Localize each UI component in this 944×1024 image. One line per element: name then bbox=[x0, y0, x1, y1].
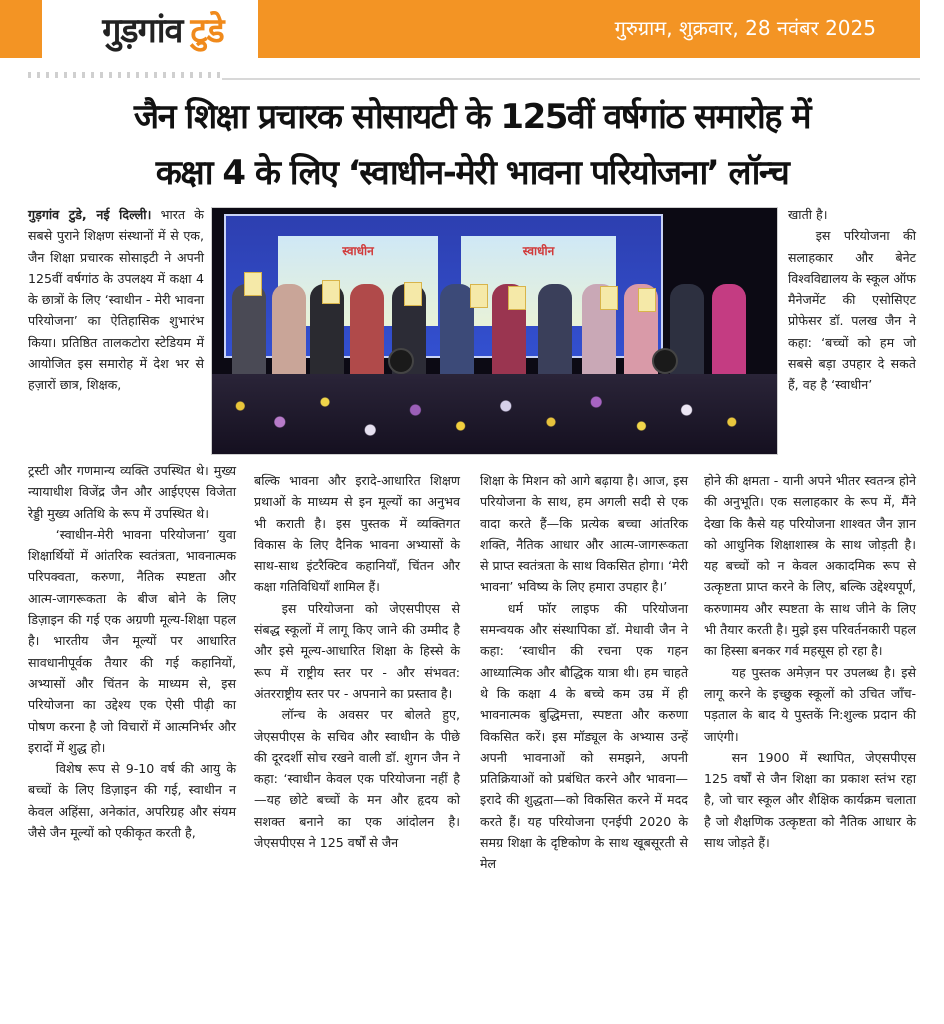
stage-light bbox=[388, 348, 414, 374]
book bbox=[322, 280, 340, 304]
col1-para-1: भारत के सबसे पुराने शिक्षण संस्थानों में से एक, जैन शिक्षा प्रचारक सोसाइटी ने अपनी 125वीं वर्षगांठ के उपलक्ष्य में कक्षा 4 के छात्रों के लिए ‘स्वाधीन - मेरी भावना परियोजना’ का ऐतिहासिक शुभारंभ किया। प्रतिष्ठित तालकटोरा स्टेडियम में आयोजित इस समारोह में देश भर से हज़ारों छात्र, शिक्षक, bbox=[28, 207, 204, 393]
col4-para-1-cont: होने की क्षमता - यानी अपने भीतर स्वतन्त्र होने की अनुभूति। एक सलाहकार के रूप में, मैंने देखा कि कैसे यह परियोजना शाश्वत जैन ज्ञान को आधुनिक शिक्षाशास्त्र के साथ जोड़ती है। यह बच्चों को न केवल अकादमिक रूप से उत्कृष्टता प्राप्त करने के लिए, बल्कि उद्देश्यपूर्ण, करुणामय और स्पष्टता के साथ जीने के लिए भी तैयार करती है। मुझे इस परिवर्तनकारी पहल का हिस्सा बनकर गर्व महसूस हो रहा है। bbox=[704, 473, 916, 659]
book bbox=[638, 288, 656, 312]
column-4-top bbox=[788, 204, 916, 396]
column-1-top bbox=[28, 204, 204, 396]
masthead-left-bar bbox=[0, 0, 42, 58]
col3-para-1: शिक्षा के मिशन को आगे बढ़ाया है। आज, इस परियोजना के साथ, हम अगली सदी से एक वादा करते हैं—कि प्रत्येक बच्चा आंतरिक शक्ति, नैतिक आधार और आत्म-जागरूकता से प्राप्त स्वतंत्रता के साथ विकसित होगा। ‘मेरी भावना’ भविष्य के लिए हमारा उपहार है।’ bbox=[480, 473, 688, 595]
col1-para-3: विशेष रूप से 9-10 वर्ष की आयु के बच्चों के लिए डिज़ाइन की गई, स्वाधीन न केवल अहिंसा, अनेकांत, अपरिग्रह और संयम जैसे जैन मूल्यों को एकीकृत करती है, bbox=[28, 761, 236, 841]
book bbox=[508, 286, 526, 310]
panel-title-left: स्वाधीन bbox=[342, 244, 374, 258]
headline-line-2: कक्षा 4 के लिए ‘स्वाधीन-मेरी भावना परियोजना’ लॉन्च bbox=[155, 153, 789, 193]
column-1-bottom bbox=[28, 460, 236, 843]
book bbox=[600, 286, 618, 310]
masthead bbox=[0, 0, 944, 58]
issue-dateline: गुरुग्राम, शुक्रवार, 28 नवंबर 2025 bbox=[614, 16, 876, 40]
book bbox=[470, 284, 488, 308]
col4-para-3: सन 1900 में स्थापित, जेएसपीएस 125 वर्षों से जैन शिक्षा का प्रकाश स्तंभ रहा है, जो चार स्कूल और शैक्षिक कार्यक्रम चलाता है जो शैक्षणिक उत्कृष्टता को नैतिक आधार के साथ जोड़ते हैं। bbox=[704, 749, 916, 851]
col2-para-1: बल्कि भावना और इरादे-आधारित शिक्षण प्रथाओं के माध्यम से इन मूल्यों का अनुभव भी कराती है। इस पुस्तक में व्यक्तिगत विकास के लिए दैनिक भावना अभ्यासों के साथ-साथ इंटरैक्टिव कहानियाँ, चिंतन और कक्षा गतिविधियाँ शामिल हैं। bbox=[254, 473, 460, 595]
col4-para-1: इस परियोजना की सलाहकार और बेनेट विश्वविद्यालय के स्कूल ऑफ मैनेजमेंट की एसोसिएट प्रोफेसर डॉ. पलख जैन ने कहा: ‘बच्चों को हम जो सबसे बड़ा उपहार दे सकते हैं, वह है ‘स्वाधीन’ bbox=[788, 228, 916, 393]
flower-arrangement bbox=[212, 374, 777, 454]
event-photo[interactable] bbox=[211, 207, 778, 455]
col3-para-2: धर्म फॉर लाइफ की परियोजना समन्वयक और संस्थापिका डॉ. मेधावी जैन ने कहा: ‘स्वाधीन की रचना एक गहन आध्यात्मिक और बौद्धिक यात्रा थी। हम चाहते थे कि कक्षा 4 के बच्चे कम उम्र में ही भावनात्मक बुद्धिमत्ता, स्पष्टता और करुणा विकसित करें। इस मॉड्यूल के अभ्यास उन्हें अपनी भावनाओं को समझने, अपनी प्रतिक्रियाओं को प्रबंधित करने और भावना—इरादे की शुद्धता—को विकसित करने में मदद करते हैं। यह परियोजना एनईपी 2020 के समग्र शिक्षा के दृष्टिकोण के साथ खूबसूरती से मेल bbox=[480, 600, 688, 872]
col4-para-2: यह पुस्तक अमेज़न पर उपलब्ध है। इसे लागू करने के इच्छुक स्कूलों को उचित जाँच-पड़ताल के बाद ये पुस्तकें नि:शुल्क प्रदान की जाएंगी। bbox=[704, 664, 916, 744]
col1-para-2: ‘स्वाधीन-मेरी भावना परियोजना’ युवा शिक्षार्थियों में आंतरिक स्वतंत्रता, भावनात्मक परिपक्वता, करुणा, नैतिक स्पष्टता और आत्म-जागरूकता के बीज बोने के लिए डिज़ाइन की गई एक अग्रणी मूल्य-शिक्षा पहल है। भारतीय जैन मूल्यों पर आधारित सावधानीपूर्वक तैयार की गई कहानियों, अभ्यासों और चिंतन के माध्यम से, इस परियोजना का उद्देश्य एक ऐसी पीढ़ी का पोषण करना है जो विचारों में आत्मनिर्भर और इरादों में शुद्ध हो। bbox=[28, 526, 236, 755]
panel-title-right: स्वाधीन bbox=[522, 244, 555, 258]
col1-para-1-cont: ट्रस्टी और गणमान्य व्यक्ति उपस्थित थे। मुख्य न्यायाधीश विजेंद्र जैन और आईएएस विजेता रेड्डी मुख्य अतिथि के रूप में उपस्थित थे। bbox=[28, 463, 236, 521]
column-2 bbox=[254, 470, 460, 853]
column-4-bottom bbox=[704, 470, 916, 853]
book bbox=[404, 282, 422, 306]
logo-word-today: टुडे bbox=[190, 11, 224, 51]
column-3 bbox=[480, 470, 688, 875]
logo-word-gurgaon: गुड़गांव bbox=[102, 11, 183, 51]
section-divider bbox=[222, 78, 920, 80]
book bbox=[244, 272, 262, 296]
col2-para-2: इस परियोजना को जेएसपीएस से संबद्ध स्कूलों में लागू किए जाने की उम्मीद है और इसे मूल्य-आधारित शिक्षा के हिस्से के रूप में राष्ट्रीय स्तर पर - और संभवत: अंतरराष्ट्रीय स्तर पर - अपनाने का प्रस्ताव है। bbox=[254, 600, 460, 701]
byline: गुड़गांव टुडे, नई दिल्ली। bbox=[28, 207, 152, 222]
section-strip bbox=[28, 72, 224, 78]
headline-line-1: जैन शिक्षा प्रचारक सोसायटी के 125वीं वर्षगांठ समारोह में bbox=[133, 97, 811, 137]
masthead-date-bar bbox=[258, 0, 920, 58]
col4-para-0: खाती है। bbox=[788, 207, 828, 222]
newspaper-logo[interactable] bbox=[70, 0, 256, 58]
stage-light bbox=[652, 348, 678, 374]
col2-para-3: लॉन्च के अवसर पर बोलते हुए, जेएसपीएस के सचिव और स्वाधीन के पीछे की दूरदर्शी सोच रखने वाली डॉ. शुगन जैन ने कहा: ‘स्वाधीन केवल एक परियोजना नहीं है—यह छोटे बच्चों के मन और हृदय को सशक्त बनाने का एक आंदोलन है। जेएसपीएस ने 125 वर्षों से जैन bbox=[254, 707, 460, 851]
